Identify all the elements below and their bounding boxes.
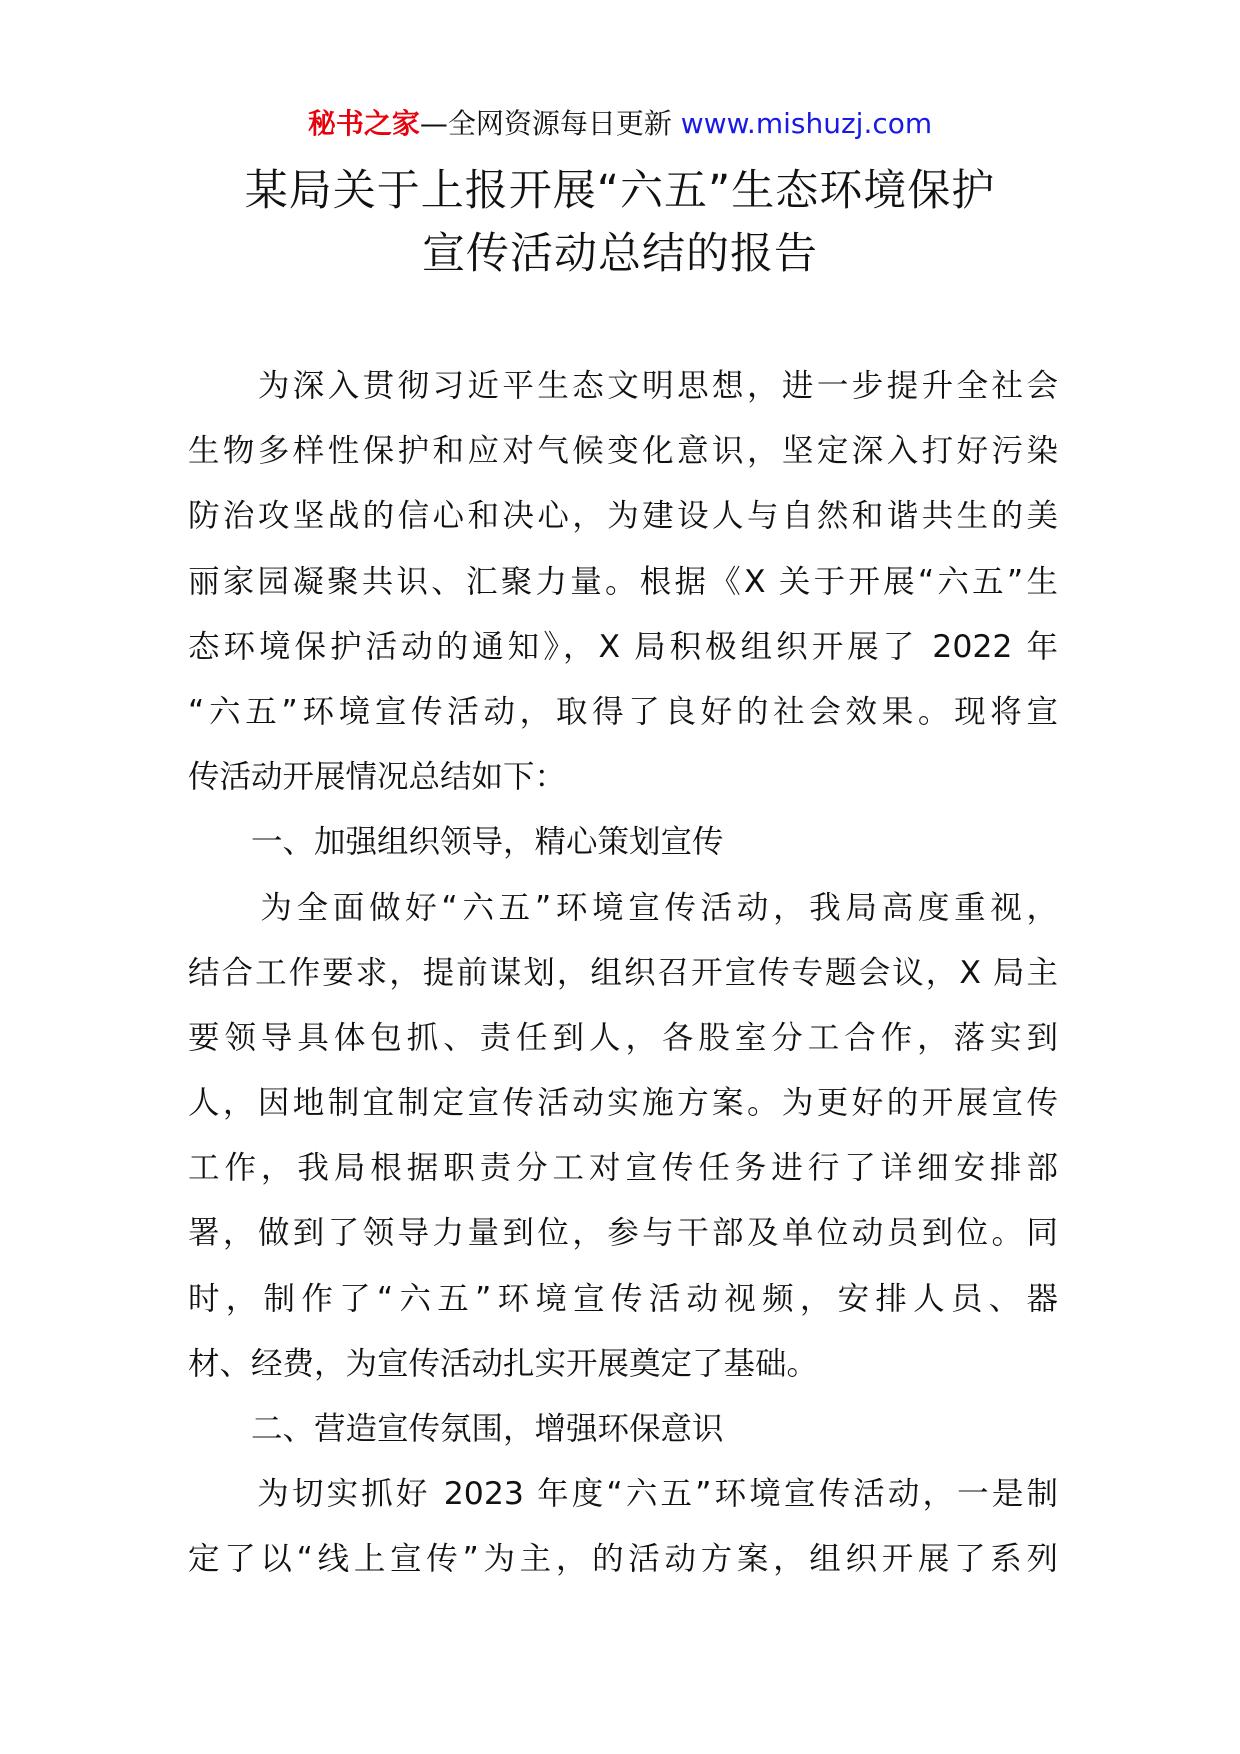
site-banner bbox=[0, 104, 1240, 144]
paragraph-line: 生物多样性保护和应对气候变化意识，坚定深入打好污染 bbox=[188, 433, 1058, 470]
paragraph-line: 传活动开展情况总结如下： bbox=[188, 759, 567, 796]
banner-tagline: —全网资源每日更新 bbox=[419, 107, 672, 140]
document-body bbox=[188, 354, 1058, 1593]
paragraph-line: 时，制作了“六五”环境宣传活动视频，安排人员、器 bbox=[188, 1280, 1058, 1317]
brand-name: 秘书之家 bbox=[307, 107, 420, 140]
paragraph-line: 要领导具体包抓、责任到人，各股室分工合作，落实到 bbox=[188, 1019, 1058, 1056]
paragraph-line: 结合工作要求，提前谋划，组织召开宣传专题会议，X 局主 bbox=[188, 954, 1058, 991]
paragraph-line: 为深入贯彻习近平生态文明思想，进一步提升全社会 bbox=[188, 368, 1058, 404]
paragraph-line: “六五”环境宣传活动，取得了良好的社会效果。现将宣 bbox=[188, 693, 1058, 730]
paragraph-line: 工作，我局根据职责分工对宣传任务进行了详细安排部 bbox=[188, 1150, 1058, 1187]
paragraph-line: 材、经费，为宣传活动扎实开展奠定了基础。 bbox=[188, 1345, 819, 1382]
paragraph-line: 丽家园凝聚共识、汇聚力量。根据《X 关于开展“六五”生 bbox=[188, 563, 1058, 600]
paragraph-line: 人，因地制宜制定宣传活动实施方案。为更好的开展宣传 bbox=[188, 1085, 1058, 1122]
title-line-2: 宣传活动总结的报告 bbox=[422, 229, 818, 279]
paragraph-line: 为全面做好“六五”环境宣传活动，我局高度重视， bbox=[188, 889, 1058, 926]
site-url-link[interactable]: www.mishuzj.com bbox=[680, 107, 933, 140]
paragraph-line: 定了以“线上宣传”为主，的活动方案，组织开展了系列 bbox=[188, 1541, 1058, 1578]
paragraph-line: 态环境保护活动的通知》，X 局积极组织开展了 2022 年 bbox=[188, 628, 1058, 665]
document-title bbox=[150, 160, 1090, 286]
paragraph-line: 署，做到了领导力量到位，参与干部及单位动员到位。同 bbox=[188, 1215, 1058, 1252]
section-heading: 二、营造宣传氛围，增强环保意识 bbox=[188, 1411, 724, 1447]
section-heading: 一、加强组织领导，精心策划宣传 bbox=[188, 824, 724, 861]
title-line-1: 某局关于上报开展“六五”生态环境保护 bbox=[244, 166, 996, 216]
paragraph-line: 防治攻坚战的信心和决心，为建设人与自然和谐共生的美 bbox=[188, 498, 1058, 535]
paragraph-line: 为切实抓好 2023 年度“六五”环境宣传活动，一是制 bbox=[188, 1476, 1058, 1513]
